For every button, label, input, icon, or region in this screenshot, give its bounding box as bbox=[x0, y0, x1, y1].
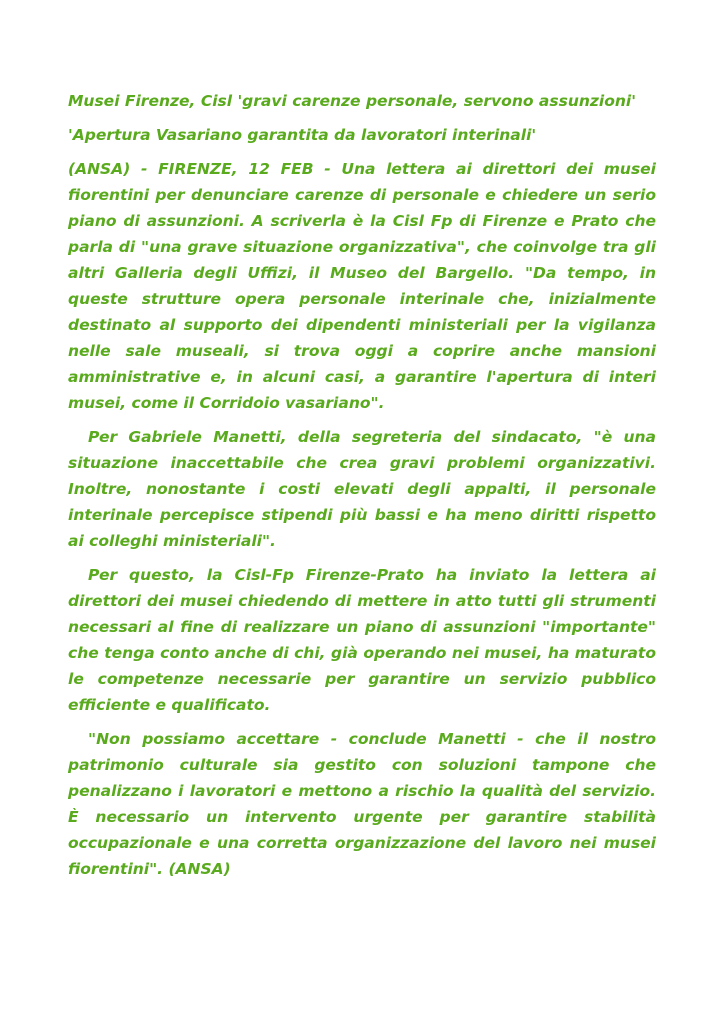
paragraph-conclusion: "Non possiamo accettare - conclude Manetti - che il nostro patrimonio culturale sia gestito con soluzioni tampone che penalizzano i lavoratori e mettono a rischio la qualità del servizio. È necessario un intervento urgente per garantire stabilità occupazionale e una corretta organizzazione del lavoro nei musei fiorentini". (ANSA) bbox=[68, 730, 656, 878]
document-subtitle: 'Apertura Vasariano garantita da lavoratori interinali' bbox=[68, 126, 537, 144]
paragraph-manetti: Per Gabriele Manetti, della segreteria del sindacato, "è una situazione inaccettabile che crea gravi problemi organizzativi. Inoltre, nonostante i costi elevati degli appalti, il personale interinale percepisce stipendi più bassi e ha meno diritti rispetto ai colleghi ministeriali". bbox=[68, 428, 656, 550]
document-title: Musei Firenze, Cisl 'gravi carenze personale, servono assunzioni' bbox=[68, 92, 636, 110]
paragraph-letter: Per questo, la Cisl-Fp Firenze-Prato ha inviato la lettera ai direttori dei musei chiedendo di mettere in atto tutti gli strumenti necessari al fine di realizzare un piano di assunzioni "importante" che tenga conto anche di chi, già operando nei musei, ha maturato le competenze necessarie per garantire un servizio pubblico efficiente e qualificato. bbox=[68, 566, 656, 714]
document-page bbox=[68, 88, 656, 890]
paragraph-lead: (ANSA) - FIRENZE, 12 FEB - Una lettera ai direttori dei musei fiorentini per denunciare carenze di personale e chiedere un serio piano di assunzioni. A scriverla è la Cisl Fp di Firenze e Prato che parla di "una grave situazione organizzativa", che coinvolge tra gli altri Galleria degli Uffizi, il Museo del Bargello. "Da tempo, in queste strutture opera personale interinale che, inizialmente destinato al supporto dei dipendenti ministeriali per la vigilanza nelle sale museali, si trova oggi a coprire anche mansioni amministrative e, in alcuni casi, a garantire l'apertura di interi musei, come il Corridoio vasariano". bbox=[68, 160, 656, 412]
